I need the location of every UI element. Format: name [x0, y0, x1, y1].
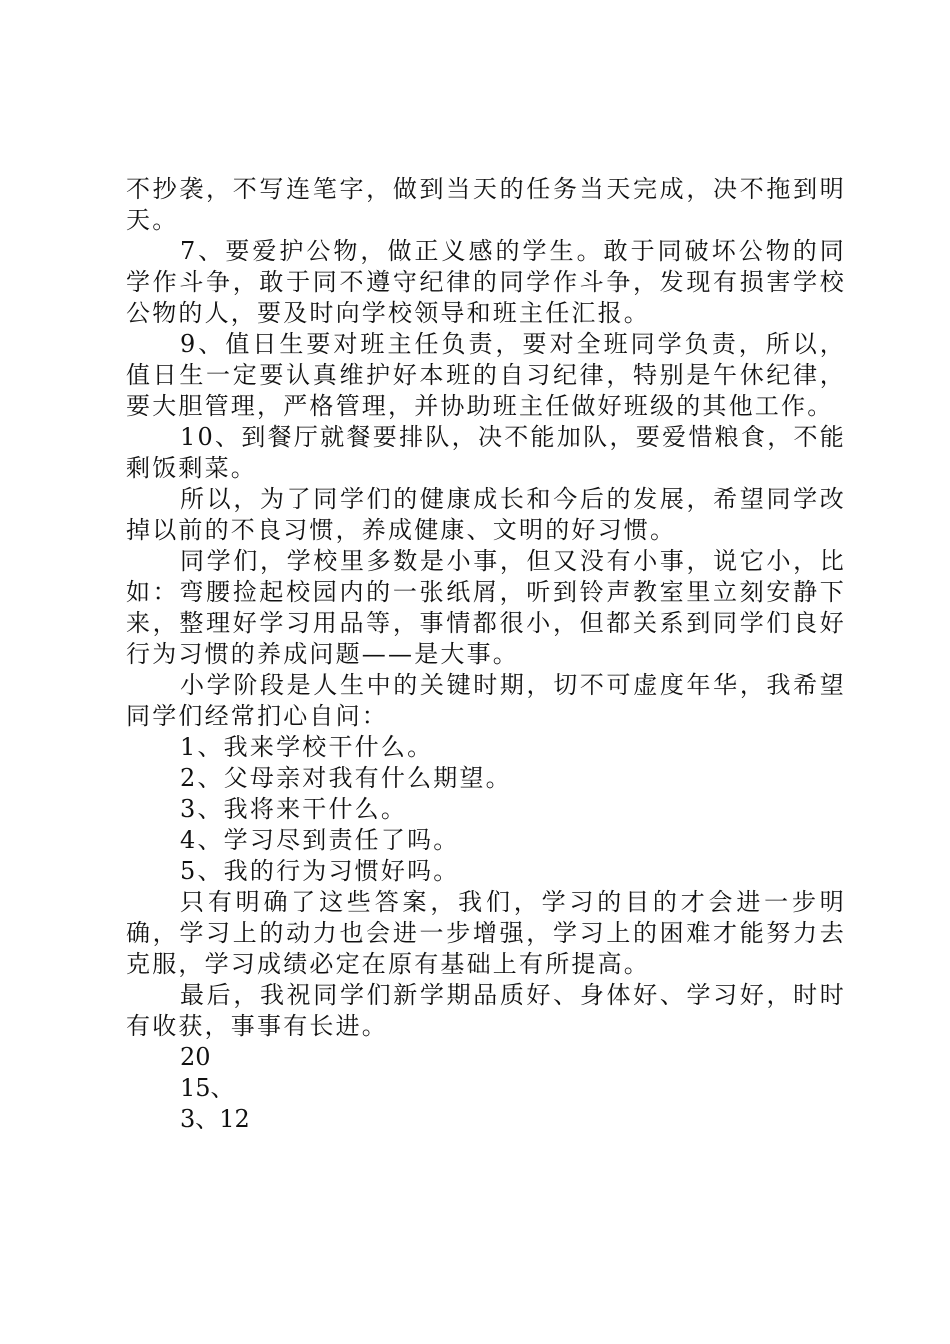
- question-item-3: 3、我将来干什么。: [180, 795, 408, 823]
- paragraph-closing-wish: 最后，我祝同学们新学期品质好、身体好、学习好，时时有收获，事事有长进。: [126, 981, 846, 1040]
- question-item-1: 1、我来学校干什么。: [180, 733, 434, 761]
- paragraph-continuation: 不抄袭，不写连笔字，做到当天的任务当天完成，决不拖到明天。: [126, 175, 846, 234]
- date-line-month-day: 3、12: [180, 1105, 250, 1133]
- paragraph-rule-7: 7、要爱护公物，做正义感的学生。敢于同破坏公物的同学作斗争，敢于同不遵守纪律的同学作斗争，发现有损害学校公物的人，要及时向学校领导和班主任汇报。: [126, 237, 846, 327]
- paragraph-rule-10: 10、到餐厅就餐要排队，决不能加队，要爱惜粮食，不能剩饭剩菜。: [126, 423, 846, 482]
- paragraph-answers: 只有明确了这些答案，我们，学习的目的才会进一步明确，学习上的动力也会进一步增强，学习上的困难才能努力去克服，学习成绩必定在原有基础上有所提高。: [126, 888, 846, 978]
- question-item-2: 2、父母亲对我有什么期望。: [180, 764, 512, 792]
- paragraph-self-reflection: 小学阶段是人生中的关键时期，切不可虚度年华，我希望同学们经常扪心自问：: [126, 671, 846, 730]
- date-line-year-part-1: 20: [180, 1043, 211, 1071]
- paragraph-small-things: 同学们，学校里多数是小事，但又没有小事，说它小，比如：弯腰捡起校园内的一张纸屑，听到铃声教室里立刻安静下来，整理好学习用品等，事情都很小，但都关系到同学们良好行为习惯的养成问题——是大事。: [126, 547, 846, 668]
- document-body: [126, 174, 846, 1135]
- question-item-5: 5、我的行为习惯好吗。: [180, 857, 460, 885]
- date-line-year-part-2: 15、: [180, 1074, 235, 1102]
- paragraph-summary: 所以，为了同学们的健康成长和今后的发展，希望同学改掉以前的不良习惯，养成健康、文明的好习惯。: [126, 485, 846, 544]
- question-item-4: 4、学习尽到责任了吗。: [180, 826, 460, 854]
- paragraph-rule-9: 9、值日生要对班主任负责，要对全班同学负责，所以，值日生一定要认真维护好本班的自习纪律，特别是午休纪律，要大胆管理，严格管理，并协助班主任做好班级的其他工作。: [126, 330, 846, 420]
